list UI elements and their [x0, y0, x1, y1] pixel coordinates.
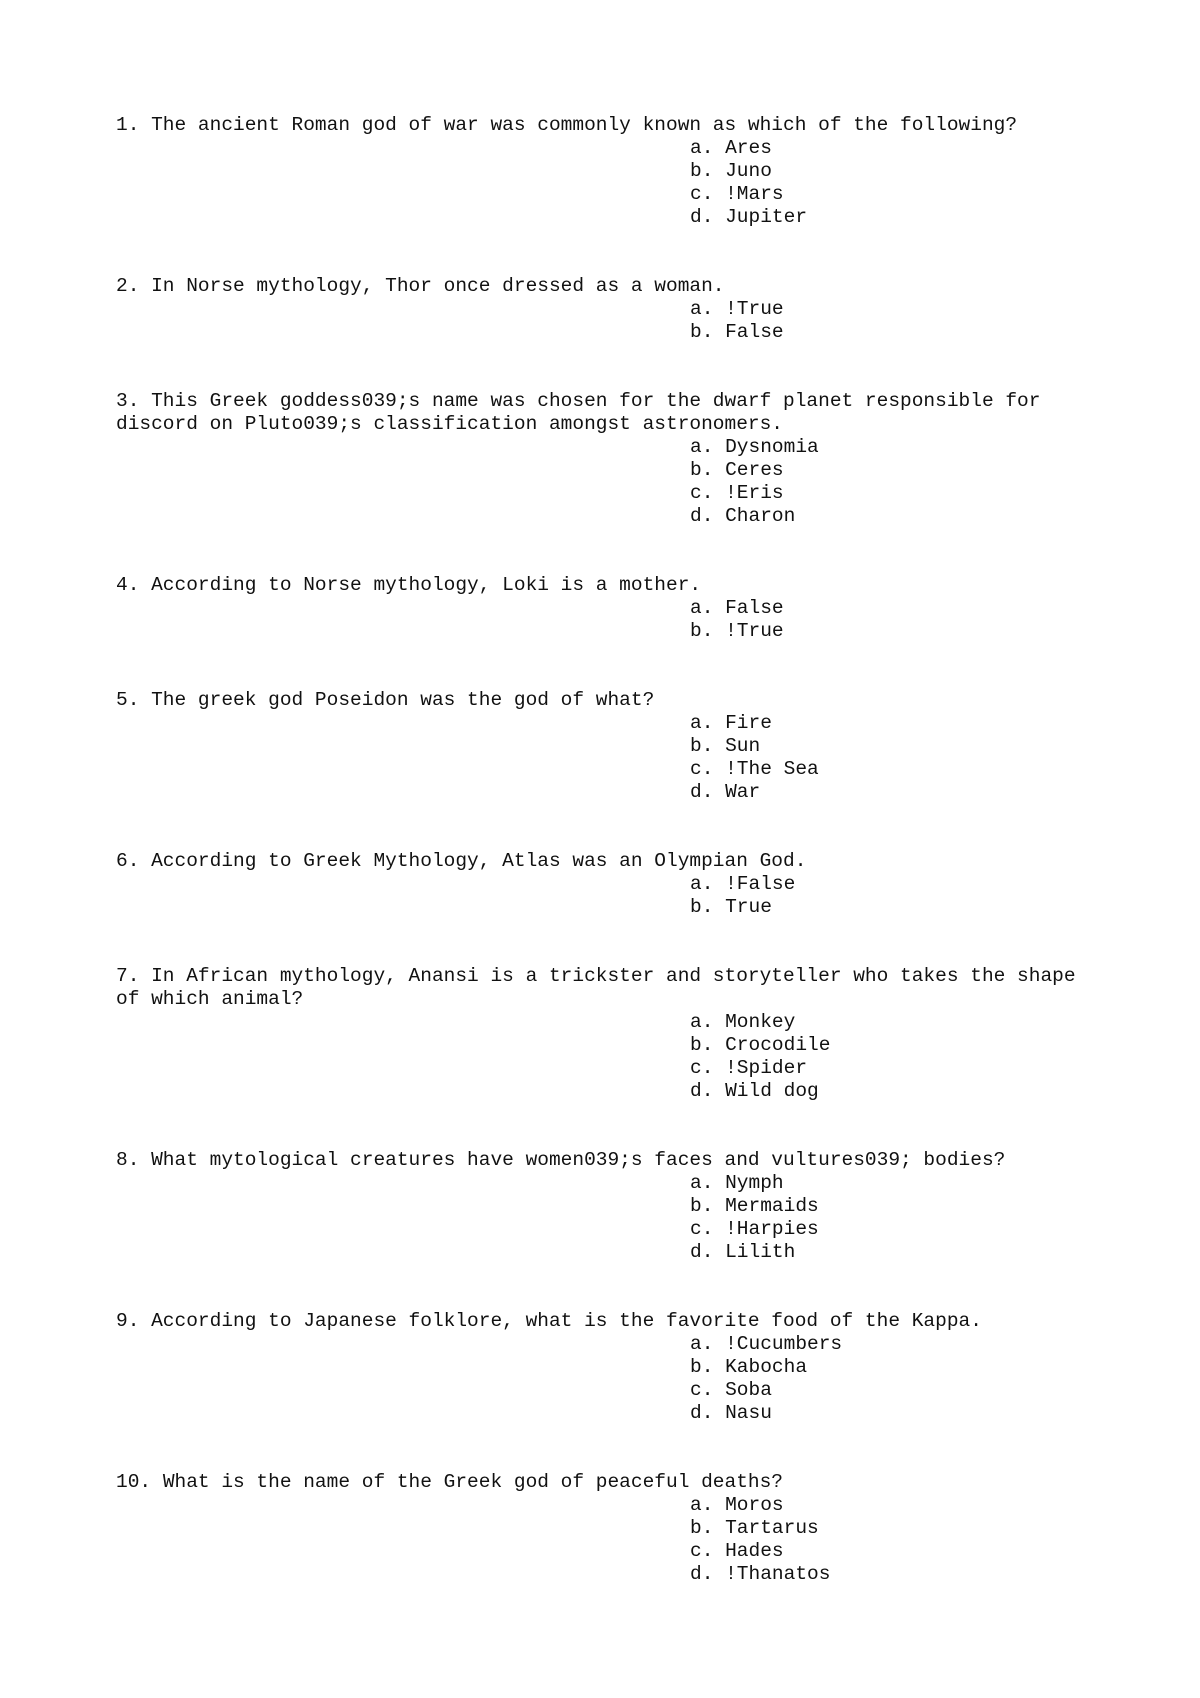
answer-options [116, 436, 1106, 528]
question-prompt: What mytological creatures have women039;s faces and vultures039; bodies? [151, 1149, 1006, 1171]
option-letter: b. [690, 896, 714, 918]
option-text: !Spider [725, 1057, 808, 1079]
option-text: Nymph [725, 1172, 784, 1194]
option-letter: b. [690, 1034, 714, 1056]
answer-option [116, 1356, 1106, 1379]
answer-options [116, 1494, 1106, 1586]
option-letter: a. [690, 1011, 714, 1033]
answer-options [116, 298, 1106, 344]
answer-option [116, 873, 1106, 896]
option-text: Tartarus [725, 1517, 819, 1539]
option-letter: d. [690, 1080, 714, 1102]
option-text: Sun [725, 735, 761, 757]
option-text: Ares [725, 137, 772, 159]
answer-option [116, 1402, 1106, 1425]
question-text [116, 275, 1106, 298]
option-text: Nasu [725, 1402, 772, 1424]
answer-option [116, 735, 1106, 758]
option-letter: c. [690, 1379, 714, 1401]
option-text: Moros [725, 1494, 784, 1516]
option-text: Fire [725, 712, 772, 734]
option-text: Mermaids [725, 1195, 819, 1217]
answer-option [116, 781, 1106, 804]
question-number: 7. [116, 965, 140, 987]
option-letter: d. [690, 1563, 714, 1585]
question-prompt: This Greek goddess039;s name was chosen for the dwarf planet responsible for discord on Pluto039;s classification amongst astronomers. [116, 390, 1053, 435]
question-text [116, 850, 1106, 873]
option-text: Ceres [725, 459, 784, 481]
option-letter: a. [690, 137, 714, 159]
question-text [116, 1149, 1106, 1172]
question-text [116, 574, 1106, 597]
question-number: 2. [116, 275, 140, 297]
answer-option [116, 758, 1106, 781]
answer-option [116, 1195, 1106, 1218]
option-text: Jupiter [725, 206, 808, 228]
option-letter: d. [690, 206, 714, 228]
answer-options [116, 1172, 1106, 1264]
answer-option [116, 321, 1106, 344]
answer-option [116, 1517, 1106, 1540]
option-letter: c. [690, 758, 714, 780]
option-letter: a. [690, 597, 714, 619]
option-text: !True [725, 620, 784, 642]
option-letter: b. [690, 1517, 714, 1539]
option-letter: a. [690, 1172, 714, 1194]
question-text [116, 390, 1106, 436]
answer-option [116, 206, 1106, 229]
option-letter: a. [690, 1333, 714, 1355]
question-prompt: In Norse mythology, Thor once dressed as a woman. [151, 275, 725, 297]
answer-options [116, 1011, 1106, 1103]
answer-option [116, 1057, 1106, 1080]
question-prompt: What is the name of the Greek god of peaceful deaths? [162, 1471, 784, 1493]
question-text [116, 1471, 1106, 1494]
question-block [116, 275, 1106, 344]
option-text: Soba [725, 1379, 772, 1401]
question-block [116, 390, 1106, 528]
option-letter: d. [690, 505, 714, 527]
option-text: Lilith [725, 1241, 796, 1263]
option-text: Charon [725, 505, 796, 527]
option-letter: c. [690, 183, 714, 205]
question-number: 1. [116, 114, 140, 136]
answer-option [116, 1011, 1106, 1034]
option-text: !Mars [725, 183, 784, 205]
option-text: !False [725, 873, 796, 895]
question-text [116, 114, 1106, 137]
question-block [116, 965, 1106, 1103]
question-number: 3. [116, 390, 140, 412]
answer-option [116, 459, 1106, 482]
question-number: 8. [116, 1149, 140, 1171]
answer-option [116, 1563, 1106, 1586]
option-letter: a. [690, 873, 714, 895]
answer-option [116, 1080, 1106, 1103]
answer-option [116, 436, 1106, 459]
question-block [116, 1471, 1106, 1586]
option-text: !Cucumbers [725, 1333, 843, 1355]
answer-options [116, 597, 1106, 643]
question-block [116, 850, 1106, 919]
option-text: Crocodile [725, 1034, 831, 1056]
question-text [116, 965, 1106, 1011]
option-letter: a. [690, 712, 714, 734]
question-number: 5. [116, 689, 140, 711]
option-letter: b. [690, 459, 714, 481]
option-letter: c. [690, 1218, 714, 1240]
option-letter: b. [690, 321, 714, 343]
question-prompt: The greek god Poseidon was the god of what? [151, 689, 655, 711]
question-block [116, 114, 1106, 229]
option-letter: a. [690, 298, 714, 320]
question-text [116, 689, 1106, 712]
option-letter: c. [690, 1540, 714, 1562]
option-text: Monkey [725, 1011, 796, 1033]
option-text: !Harpies [725, 1218, 819, 1240]
option-letter: d. [690, 1241, 714, 1263]
option-text: Hades [725, 1540, 784, 1562]
option-letter: d. [690, 781, 714, 803]
option-text: Kabocha [725, 1356, 808, 1378]
option-text: !Eris [725, 482, 784, 504]
answer-options [116, 137, 1106, 229]
question-number: 9. [116, 1310, 140, 1332]
option-letter: b. [690, 620, 714, 642]
option-text: Juno [725, 160, 772, 182]
question-prompt: According to Norse mythology, Loki is a mother. [151, 574, 702, 596]
answer-option [116, 896, 1106, 919]
answer-option [116, 160, 1106, 183]
option-text: False [725, 597, 784, 619]
option-letter: a. [690, 1494, 714, 1516]
answer-option [116, 137, 1106, 160]
answer-options [116, 873, 1106, 919]
question-prompt: The ancient Roman god of war was commonly known as which of the following? [151, 114, 1018, 136]
answer-option [116, 1494, 1106, 1517]
answer-option [116, 1379, 1106, 1402]
answer-option [116, 183, 1106, 206]
question-prompt: According to Japanese folklore, what is the favorite food of the Kappa. [151, 1310, 982, 1332]
option-text: Wild dog [725, 1080, 819, 1102]
question-number: 10. [116, 1471, 152, 1493]
option-letter: b. [690, 160, 714, 182]
question-prompt: According to Greek Mythology, Atlas was an Olympian God. [151, 850, 807, 872]
answer-options [116, 1333, 1106, 1425]
answer-option [116, 620, 1106, 643]
option-letter: b. [690, 1356, 714, 1378]
option-text: False [725, 321, 784, 343]
option-text: True [725, 896, 772, 918]
option-text: War [725, 781, 761, 803]
question-block [116, 689, 1106, 804]
answer-option [116, 1540, 1106, 1563]
option-text: !Thanatos [725, 1563, 831, 1585]
option-letter: c. [690, 482, 714, 504]
question-prompt: In African mythology, Anansi is a trickster and storyteller who takes the shape of which animal? [116, 965, 1088, 1010]
answer-option [116, 1218, 1106, 1241]
question-text [116, 1310, 1106, 1333]
answer-option [116, 1241, 1106, 1264]
option-letter: a. [690, 436, 714, 458]
question-number: 4. [116, 574, 140, 596]
answer-option [116, 298, 1106, 321]
answer-options [116, 712, 1106, 804]
answer-option [116, 1333, 1106, 1356]
option-letter: b. [690, 735, 714, 757]
question-block [116, 1149, 1106, 1264]
option-text: Dysnomia [725, 436, 819, 458]
question-block [116, 574, 1106, 643]
answer-option [116, 505, 1106, 528]
option-letter: c. [690, 1057, 714, 1079]
answer-option [116, 482, 1106, 505]
question-number: 6. [116, 850, 140, 872]
option-letter: b. [690, 1195, 714, 1217]
option-letter: d. [690, 1402, 714, 1424]
answer-option [116, 712, 1106, 735]
option-text: !The Sea [725, 758, 819, 780]
answer-option [116, 597, 1106, 620]
question-block [116, 1310, 1106, 1425]
answer-option [116, 1034, 1106, 1057]
answer-option [116, 1172, 1106, 1195]
option-text: !True [725, 298, 784, 320]
quiz-document [116, 114, 1106, 1632]
